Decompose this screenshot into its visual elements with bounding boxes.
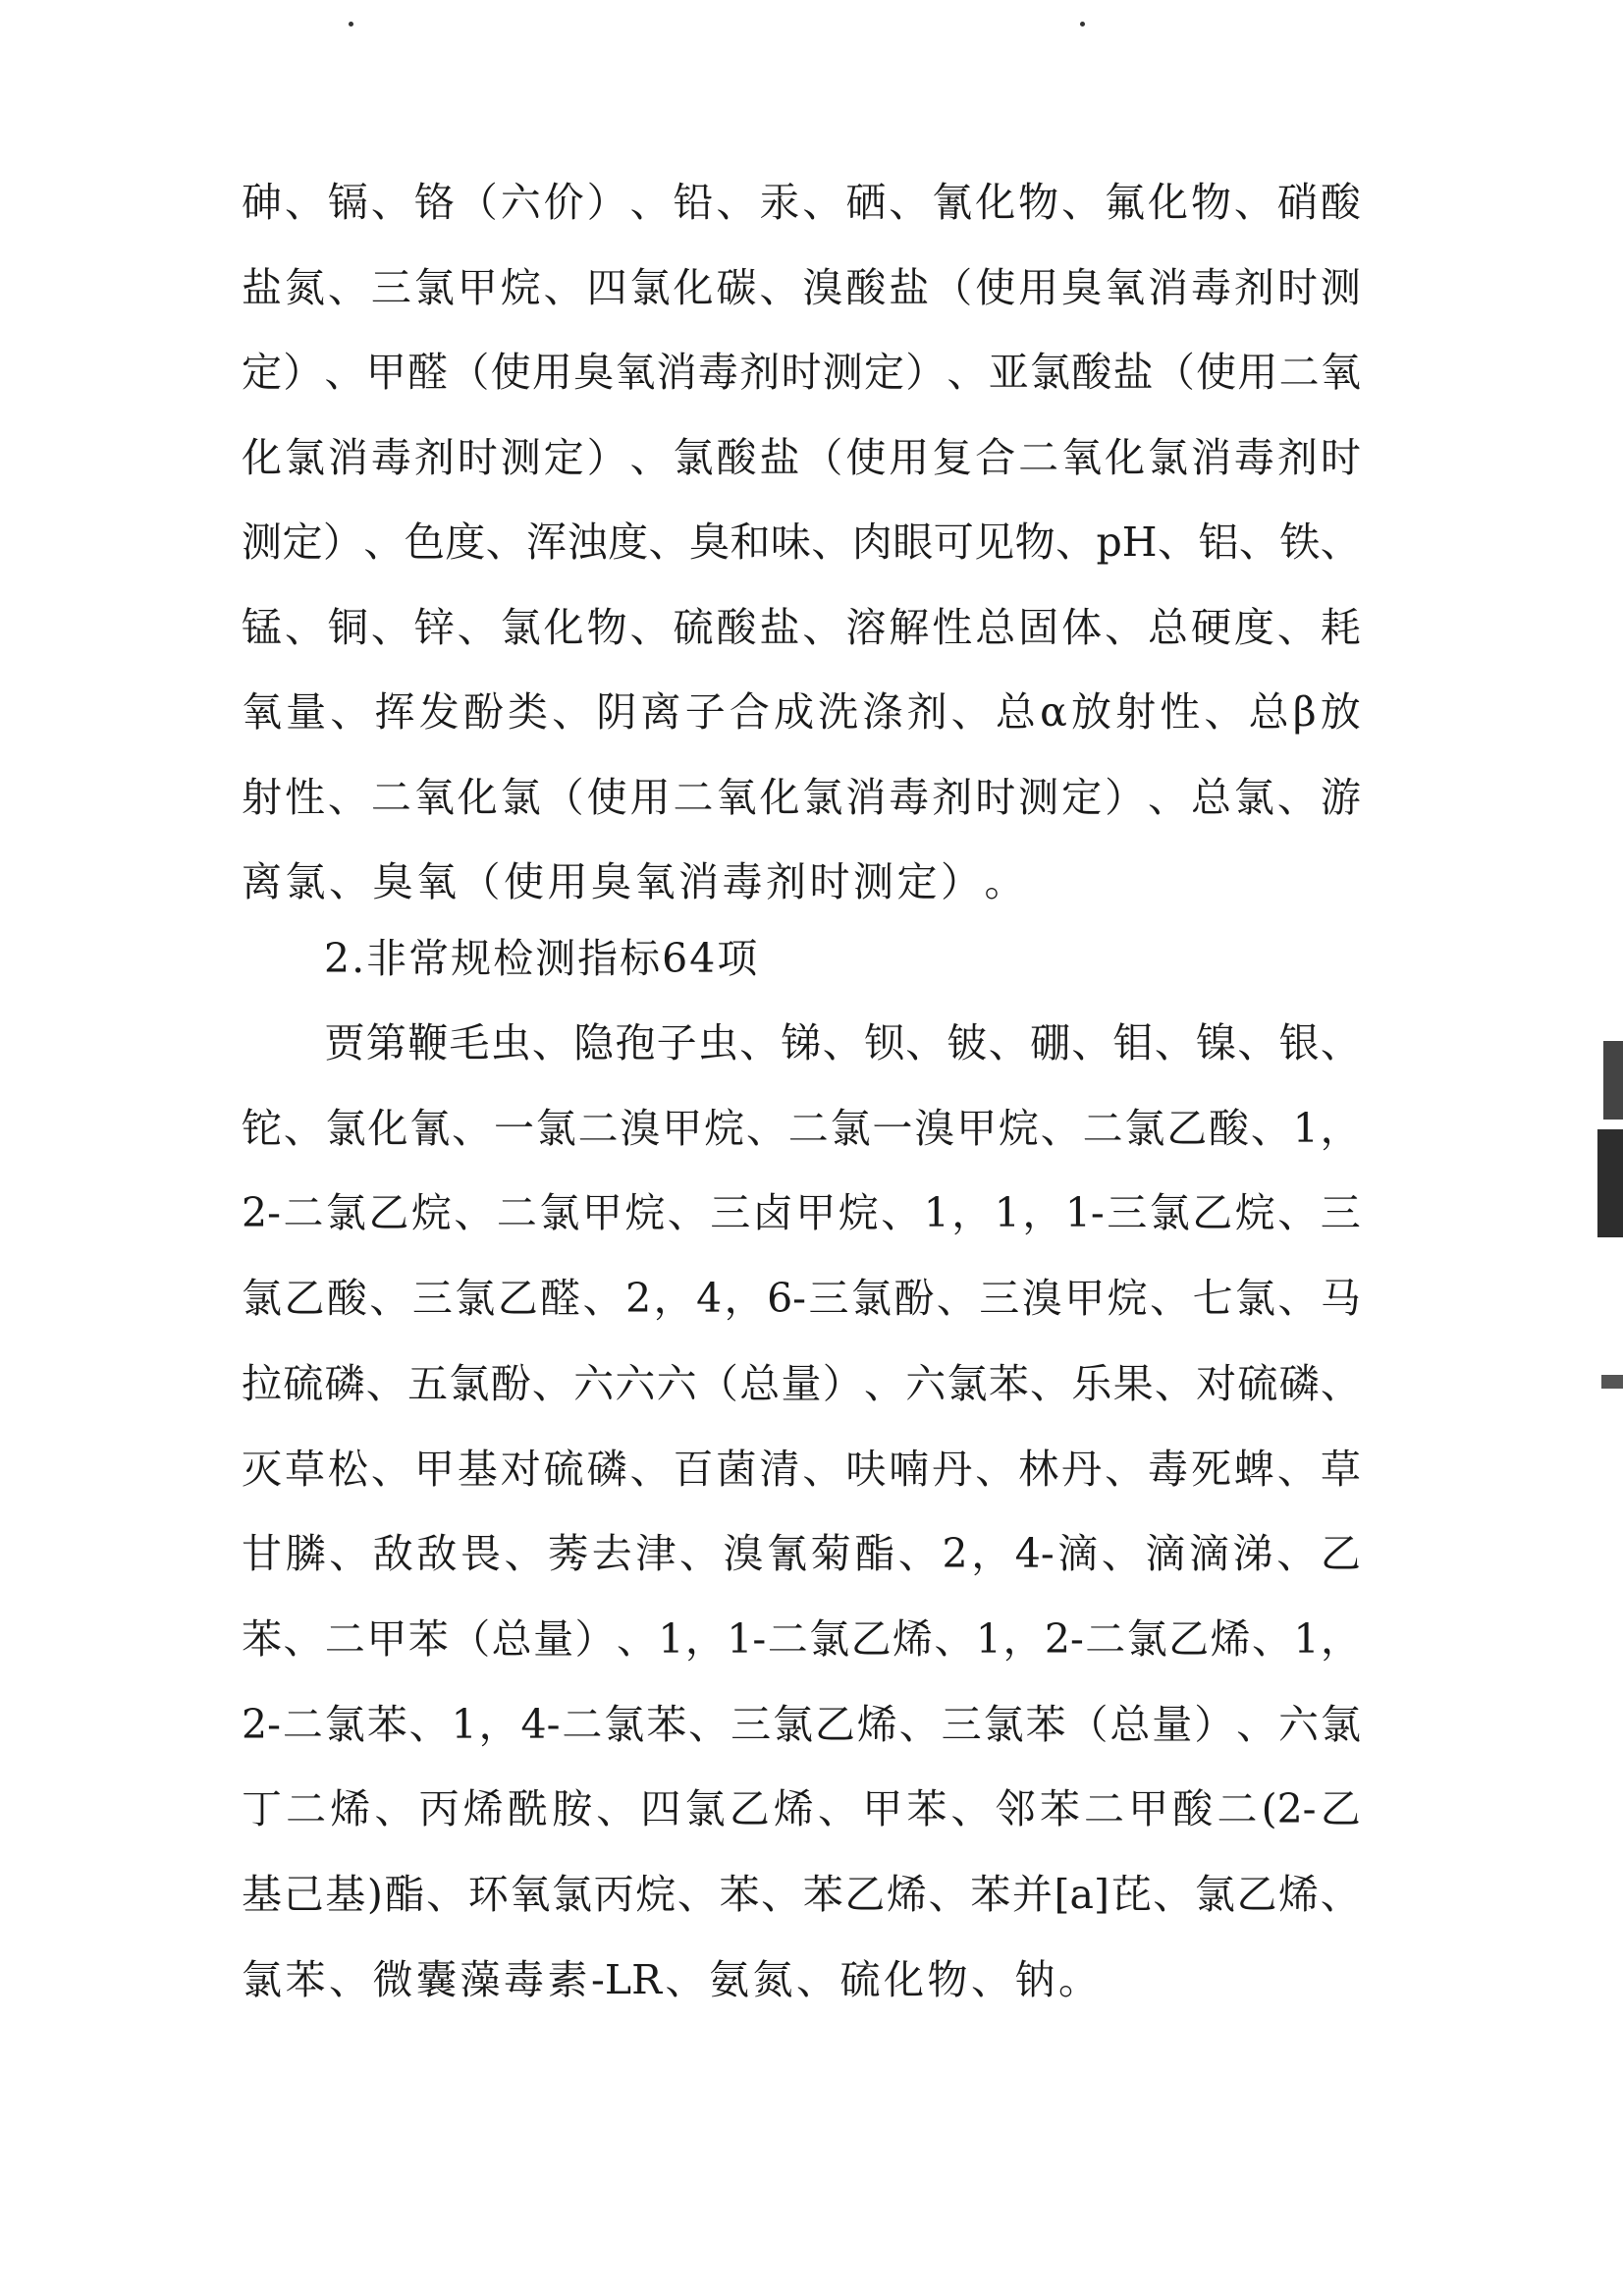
text-line: 甘 膦 、 敌 敌 畏 、 莠 去 津 、 溴 氰 菊 酯 、 2 ， 4- 滴 、 滴 滴 涕 、 乙 — [242, 1530, 1361, 1578]
scan-mark-dot — [1080, 22, 1085, 27]
binding-edge-mark — [1597, 1129, 1623, 1237]
text-line: 2- 二 氯 苯 、 1 ， 4- 二 氯 苯 、 三 氯 乙 烯 、 三 氯 苯 （ 总 量 ） 、 六 氯 — [242, 1700, 1361, 1748]
text-line: 氯 苯 、 微 囊 藻 毒 素 -LR 、 氨 氮 、 硫 化 物 、 钠 。 — [242, 1955, 1099, 2003]
text-line: 丁 二 烯 、 丙 烯 酰 胺 、 四 氯 乙 烯 、 甲 苯 、 邻 苯 二 甲 酸 二 (2- 乙 — [242, 1785, 1361, 1833]
text-line: 苯 、 二 甲 苯 （ 总 量 ） 、 1 ， 1- 二 氯 乙 烯 、 1 ， 2- 二 氯 乙 烯 、 1 ， — [242, 1614, 1361, 1663]
text-line: 氯 乙 酸 、 三 氯 乙 醛 、 2 ， 4 ， 6- 三 氯 酚 、 三 溴 甲 烷 、 七 氯 、 马 — [242, 1275, 1361, 1323]
text-line: 氧 量 、 挥 发 酚 类 、 阴 离 子 合 成 洗 涤 剂 、 总 α 放 射 性 、 总 β 放 — [242, 688, 1361, 736]
text-line: 定 ） 、 甲 醛 （ 使 用 臭 氧 消 毒 剂 时 测 定 ） 、 亚 氯 酸 盐 （ 使 用 二 氧 — [242, 349, 1361, 396]
text-line: 盐 氮 、 三 氯 甲 烷 、 四 氯 化 碳 、 溴 酸 盐 （ 使 用 臭 氧 消 毒 剂 时 测 — [242, 263, 1361, 311]
text-line: 灭 草 松 、 甲 基 对 硫 磷 、 百 菌 清 、 呋 喃 丹 、 林 丹 、 毒 死 蜱 、 草 — [242, 1445, 1361, 1493]
text-line: 拉 硫 磷 、 五 氯 酚 、 六 六 六 （ 总 量 ） 、 六 氯 苯 、 乐 果 、 对 硫 磷 、 — [242, 1359, 1361, 1407]
section-heading-nonroutine: 2.非常规检测指标64项 — [324, 935, 760, 982]
binding-edge-mark — [1601, 1375, 1623, 1389]
scan-mark-dot — [349, 22, 353, 27]
text-line: 离 氯 、 臭 氧 （ 使 用 臭 氧 消 毒 剂 时 测 定 ） 。 — [242, 858, 1025, 905]
text-line: 测 定 ） 、 色 度 、 浑 浊 度 、 臭 和 味 、 肉 眼 可 见 物 、 pH 、 铝 、 铁 、 — [242, 519, 1361, 566]
text-line: 射 性 、 二 氧 化 氯 （ 使 用 二 氧 化 氯 消 毒 剂 时 测 定 ） 、 总 氯 、 游 — [242, 773, 1361, 821]
binding-edge-mark — [1603, 1041, 1623, 1120]
text-line: 2- 二 氯 乙 烷 、 二 氯 甲 烷 、 三 卤 甲 烷 、 1 ， 1 ， 1- 三 氯 乙 烷 、 三 — [242, 1189, 1361, 1237]
text-line: 贾 第 鞭 毛 虫 、 隐 孢 子 虫 、 锑 、 钡 、 铍 、 硼 、 钼 、 镍 、 银 、 — [324, 1019, 1361, 1066]
text-line: 砷 、 镉 、 铬 （ 六 价 ） 、 铅 、 汞 、 硒 、 氰 化 物 、 氟 化 物 、 硝 酸 — [242, 179, 1361, 226]
text-line: 锰 、 铜 、 锌 、 氯 化 物 、 硫 酸 盐 、 溶 解 性 总 固 体 、 总 硬 度 、 耗 — [242, 603, 1361, 651]
text-line: 化 氯 消 毒 剂 时 测 定 ） 、 氯 酸 盐 （ 使 用 复 合 二 氧 化 氯 消 毒 剂 时 — [242, 433, 1361, 481]
text-line: 铊 、 氯 化 氰 、 一 氯 二 溴 甲 烷 、 二 氯 一 溴 甲 烷 、 二 氯 乙 酸 、 1 ， — [242, 1104, 1361, 1152]
text-line: 基 己 基 ) 酯 、 环 氧 氯 丙 烷 、 苯 、 苯 乙 烯 、 苯 并 [a] 芘 、 氯 乙 烯 、 — [242, 1871, 1361, 1918]
